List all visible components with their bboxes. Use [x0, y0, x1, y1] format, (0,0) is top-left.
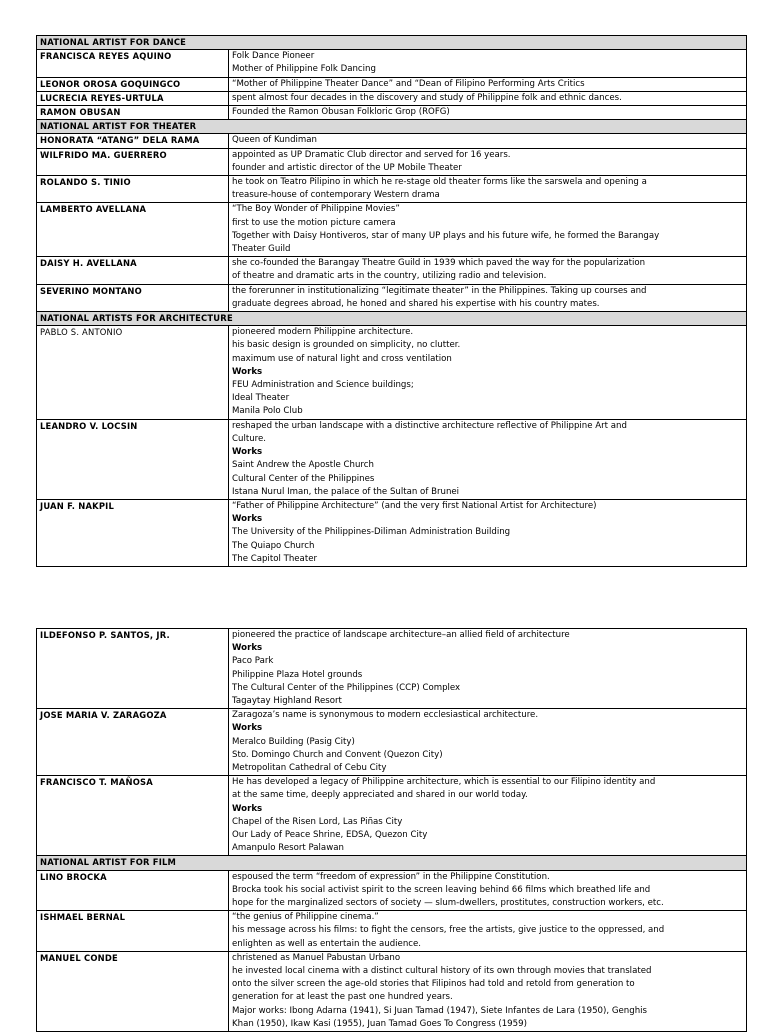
- description-line: Cultural Center of the Philippines: [232, 473, 375, 484]
- table-row: [37, 911, 747, 952]
- description-line: Khan (1950), Ikaw Kasi (1955), Juan Tamad Goes To Congress (1959): [232, 1018, 527, 1029]
- description-line: Together with Daisy Hontiveros, star of many UP plays and his future wife, he formed the Barangay: [232, 230, 660, 241]
- description-line: The Quiapo Church: [232, 540, 315, 551]
- artist-name: FRANCISCA REYES AQUINO: [37, 50, 229, 77]
- table-row: [37, 176, 747, 203]
- section-header: NATIONAL ARTIST FOR FILM: [37, 856, 747, 870]
- table-row: [37, 419, 747, 499]
- table-row: [37, 499, 747, 566]
- works-label: Works: [232, 366, 263, 377]
- artist-description: [229, 776, 747, 856]
- description-line: he took on Teatro Pilipino in which he re-stage old theater forms like the sarswela and opening a: [232, 177, 647, 188]
- section-header-row: [37, 312, 747, 326]
- artist-name: HONORATA “ATANG” DELA RAMA: [37, 134, 229, 148]
- description-line: The University of the Philippines-Diliman Administration Building: [232, 527, 511, 538]
- description-line: He has developed a legacy of Philippine architecture, which is essential to our Filipino identity and: [232, 777, 656, 788]
- table-body: [37, 629, 747, 1032]
- artist-name: RAMON OBUSAN: [37, 106, 229, 120]
- table-row: [37, 91, 747, 105]
- description-line: Brocka took his social activist spirit to the screen leaving behind 66 films which breathed life and: [232, 884, 651, 895]
- artist-description: [229, 148, 747, 175]
- description-line: he invested local cinema with a distinct cultural history of its own through movies that translated: [232, 966, 652, 977]
- description-line: “the genius of Philippine cinema.”: [232, 912, 379, 923]
- section-header-row: [37, 120, 747, 134]
- table-row: [37, 106, 747, 120]
- description-line: Ideal Theater: [232, 393, 290, 404]
- artist-description: [229, 499, 747, 566]
- description-line: enlighten as well as entertain the audience.: [232, 938, 422, 949]
- description-line: Theater Guild: [232, 244, 291, 255]
- description-line: first to use the motion picture camera: [232, 217, 396, 228]
- description-line: FEU Administration and Science buildings;: [232, 380, 414, 391]
- table-row: [37, 776, 747, 856]
- artist-name: JUAN F. NAKPIL: [37, 499, 229, 566]
- description-line: “Mother of Philippine Theater Dance” and “Dean of Filipino Performing Arts Critics: [232, 78, 585, 89]
- table-row: [37, 257, 747, 284]
- artist-description: [229, 91, 747, 105]
- section-header: NATIONAL ARTISTS FOR ARCHITECTURE: [37, 312, 747, 326]
- artist-description: [229, 419, 747, 499]
- description-line: of theatre and dramatic arts in the country, utilizing radio and television.: [232, 271, 547, 282]
- description-line: Philippine Plaza Hotel grounds: [232, 669, 363, 680]
- description-line: Mother of Philippine Folk Dancing: [232, 64, 376, 75]
- artist-description: [229, 326, 747, 419]
- description-line: onto the silver screen the age-old stories that Filipinos had told and retold from generation to: [232, 979, 635, 990]
- works-label: Works: [232, 643, 263, 654]
- description-line: “The Boy Wonder of Philippine Movies”: [232, 204, 400, 215]
- description-line: Queen of Kundiman: [232, 135, 318, 146]
- artist-description: [229, 77, 747, 91]
- table-row: [37, 326, 747, 419]
- works-label: Works: [232, 803, 263, 814]
- artist-name: LINO BROCKA: [37, 870, 229, 911]
- artist-name: LUCRECIA REYES-URTULA: [37, 91, 229, 105]
- description-line: graduate degrees abroad, he honed and shared his expertise with his country mates.: [232, 298, 600, 309]
- table-row: [37, 951, 747, 1031]
- artist-name: DAISY H. AVELLANA: [37, 257, 229, 284]
- artist-name: JOSE MARIA V. ZARAGOZA: [37, 709, 229, 776]
- description-line: pioneered the practice of landscape architecture–an allied field of architecture: [232, 630, 570, 640]
- description-line: Istana Nurul Iman, the palace of the Sultan of Brunei: [232, 486, 460, 497]
- table-row: [37, 50, 747, 77]
- description-line: Zaragoza’s name is synonymous to modern ecclesiastical architecture.: [232, 710, 539, 721]
- description-line: Major works: Ibong Adarna (1941), Si Juan Tamad (1947), Siete Infantes de Lara (1950), Genghis: [232, 1005, 648, 1016]
- description-line: reshaped the urban landscape with a distinctive architecture reflective of Philippine Art and: [232, 420, 627, 431]
- description-line: treasure-house of contemporary Western drama: [232, 190, 440, 201]
- table-row: [37, 134, 747, 148]
- section-header-row: [37, 856, 747, 870]
- artist-name: SEVERINO MONTANO: [37, 284, 229, 311]
- artist-name: LAMBERTO AVELLANA: [37, 203, 229, 257]
- description-line: Sto. Domingo Church and Convent (Quezon City): [232, 749, 443, 760]
- artist-name: ROLANDO S. TINIO: [37, 176, 229, 203]
- artist-description: [229, 709, 747, 776]
- description-line: spent almost four decades in the discovery and study of Philippine folk and ethnic dances.: [232, 92, 622, 103]
- table-row: [37, 148, 747, 175]
- artist-name: PABLO S. ANTONIO: [37, 326, 229, 419]
- table-row: [37, 629, 747, 709]
- section-header-row: [37, 36, 747, 50]
- table-body: [37, 36, 747, 567]
- artist-name: FRANCISCO T. MAÑOSA: [37, 776, 229, 856]
- description-line: “Father of Philippine Architecture” (and the very first National Artist for Architecture): [232, 500, 597, 511]
- section-header: NATIONAL ARTIST FOR DANCE: [37, 36, 747, 50]
- artist-description: [229, 50, 747, 77]
- description-line: The Capitol Theater: [232, 553, 318, 564]
- works-label: Works: [232, 723, 263, 734]
- artist-name: ILDEFONSO P. SANTOS, JR.: [37, 629, 229, 709]
- artist-name: LEANDRO V. LOCSIN: [37, 419, 229, 499]
- table-row: [37, 77, 747, 91]
- description-line: maximum use of natural light and cross ventilation: [232, 353, 452, 364]
- section-header: NATIONAL ARTIST FOR THEATER: [37, 120, 747, 134]
- description-line: espoused the term “freedom of expression” in the Philippine Constitution.: [232, 871, 550, 882]
- description-line: she co-founded the Barangay Theatre Guild in 1939 which paved the way for the popularization: [232, 258, 646, 269]
- artist-name: WILFRIDO MA. GUERRERO: [37, 148, 229, 175]
- artist-name: ISHMAEL BERNAL: [37, 911, 229, 952]
- artist-description: [229, 629, 747, 709]
- works-label: Works: [232, 447, 263, 458]
- description-line: hope for the marginalized sectors of society — slum-dwellers, prostitutes, construction workers, etc.: [232, 898, 664, 909]
- description-line: christened as Manuel Pabustan Urbano: [232, 952, 401, 963]
- artist-description: [229, 951, 747, 1031]
- artist-description: [229, 203, 747, 257]
- table-row: [37, 284, 747, 311]
- description-line: his basic design is grounded on simplicity, no clutter.: [232, 340, 461, 351]
- works-label: Works: [232, 514, 263, 525]
- artist-name: LEONOR OROSA GOQUINGCO: [37, 77, 229, 91]
- description-line: Meralco Building (Pasig City): [232, 736, 355, 747]
- description-line: founder and artistic director of the UP Mobile Theater: [232, 162, 462, 173]
- artist-description: [229, 106, 747, 120]
- description-line: Folk Dance Pioneer: [232, 51, 315, 62]
- artist-description: [229, 134, 747, 148]
- artist-description: [229, 870, 747, 911]
- artist-description: [229, 176, 747, 203]
- description-line: Amanpulo Resort Palawan: [232, 843, 344, 854]
- table-row: [37, 870, 747, 911]
- description-line: appointed as UP Dramatic Club director and served for 16 years.: [232, 149, 511, 160]
- description-line: Manila Polo Club: [232, 406, 303, 417]
- description-line: Metropolitan Cathedral of Cebu City: [232, 763, 387, 774]
- description-line: Our Lady of Peace Shrine, EDSA, Quezon City: [232, 830, 428, 841]
- description-line: pioneered modern Philippine architecture.: [232, 327, 414, 338]
- national-artists-table-2: [36, 628, 747, 1032]
- description-line: The Cultural Center of the Philippines (CCP) Complex: [232, 682, 461, 693]
- description-line: Tagaytay Highland Resort: [232, 696, 342, 707]
- description-line: Culture.: [232, 433, 267, 444]
- table-row: [37, 709, 747, 776]
- description-line: at the same time, deeply appreciated and shared in our world today.: [232, 790, 528, 801]
- national-artists-table-1: [36, 35, 747, 567]
- artist-description: [229, 284, 747, 311]
- description-line: Chapel of the Risen Lord, Las Piñas City: [232, 816, 403, 827]
- table-row: [37, 203, 747, 257]
- description-line: generation for at least the past one hundred years.: [232, 992, 453, 1003]
- description-line: Founded the Ramon Obusan Folkloric Grop (ROFG): [232, 107, 450, 118]
- artist-description: [229, 257, 747, 284]
- artist-name: MANUEL CONDE: [37, 951, 229, 1031]
- description-line: his message across his films: to fight the censors, free the artists, give justice to the oppressed, and: [232, 925, 665, 936]
- description-line: the forerunner in institutionalizing “legitimate theater” in the Philippines. Taking up courses and: [232, 285, 647, 296]
- artist-description: [229, 911, 747, 952]
- description-line: Saint Andrew the Apostle Church: [232, 460, 374, 471]
- description-line: Paco Park: [232, 656, 274, 667]
